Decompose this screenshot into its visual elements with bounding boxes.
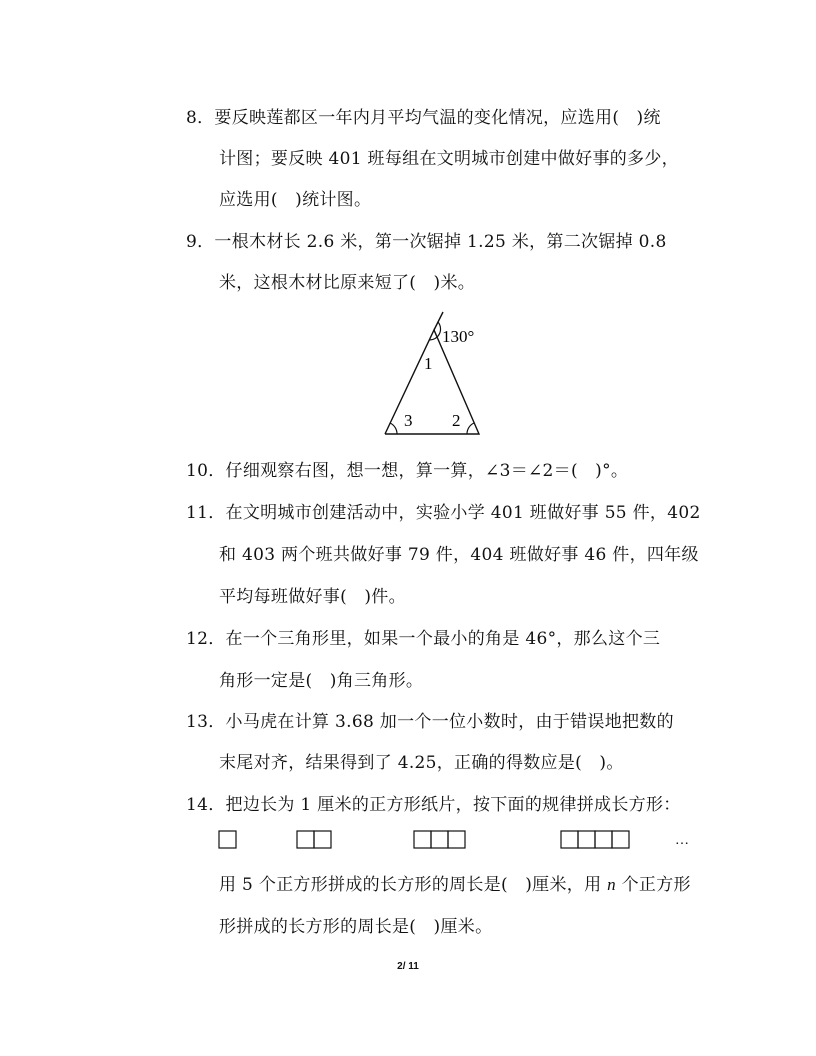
q13-line-2: 末尾对齐，结果得到了 4.25，正确的得数应是( )。	[219, 753, 624, 773]
q10-line-1: 10．仔细观察右图，想一想，算一算，∠3＝∠2＝( )°。	[186, 461, 629, 481]
q11-line-1: 11．在文明城市创建活动中，实验小学 401 班做好事 55 件，402	[186, 503, 701, 523]
angle-ext-label: 130°	[442, 327, 475, 346]
q12-line-1: 12．在一个三角形里，如果一个最小的角是 46°，那么这个三	[186, 629, 661, 649]
q14-variable-n: n	[607, 875, 616, 894]
q9-line-2: 米，这根木材比原来短了( )米。	[219, 273, 476, 293]
q8-line-1: 8．要反映莲都区一年内月平均气温的变化情况，应选用( )统	[186, 108, 661, 128]
q12-line-2: 角形一定是( )角三角形。	[219, 671, 424, 691]
triangle-figure	[378, 310, 498, 440]
q14-line-2a: 用 5 个正方形拼成的长方形的周长是( )厘米，用	[219, 875, 608, 895]
q11-line-3: 平均每班做好事( )件。	[219, 587, 406, 607]
angle-2-label: 2	[452, 411, 461, 430]
angle-2-arc	[467, 423, 474, 434]
square-pattern	[215, 828, 695, 852]
pattern-2-squares	[297, 831, 331, 848]
q14-line-2	[219, 874, 691, 896]
q8-line-2: 计图；要反映 401 班每组在文明城市创建中做好事的多少，	[219, 149, 679, 169]
pattern-1-square	[219, 831, 236, 848]
angle-3-label: 3	[404, 411, 413, 430]
q14-line-2b: 个正方形	[615, 875, 691, 895]
pattern-3-squares	[414, 831, 465, 848]
q13-line-1: 13．小马虎在计算 3.68 加一个一位小数时，由于错误地把数的	[186, 712, 674, 732]
q11-line-2: 和 403 两个班共做好事 79 件，404 班做好事 46 件，四年级	[219, 545, 699, 565]
angle-3-arc	[390, 423, 397, 434]
pattern-ellipsis: …	[675, 833, 689, 848]
angle-1-label: 1	[424, 354, 433, 373]
q14-line-3: 形拼成的长方形的周长是( )厘米。	[219, 917, 493, 937]
q14-line-1: 14．把边长为 1 厘米的正方形纸片，按下面的规律拼成长方形：	[186, 795, 681, 815]
q8-line-3: 应选用( )统计图。	[219, 190, 372, 210]
q9-line-1: 9．一根木材长 2.6 米，第一次锯掉 1.25 米，第二次锯掉 0.8	[186, 232, 667, 252]
page-number: 2/ 11	[397, 961, 419, 972]
pattern-4-squares	[561, 831, 629, 848]
